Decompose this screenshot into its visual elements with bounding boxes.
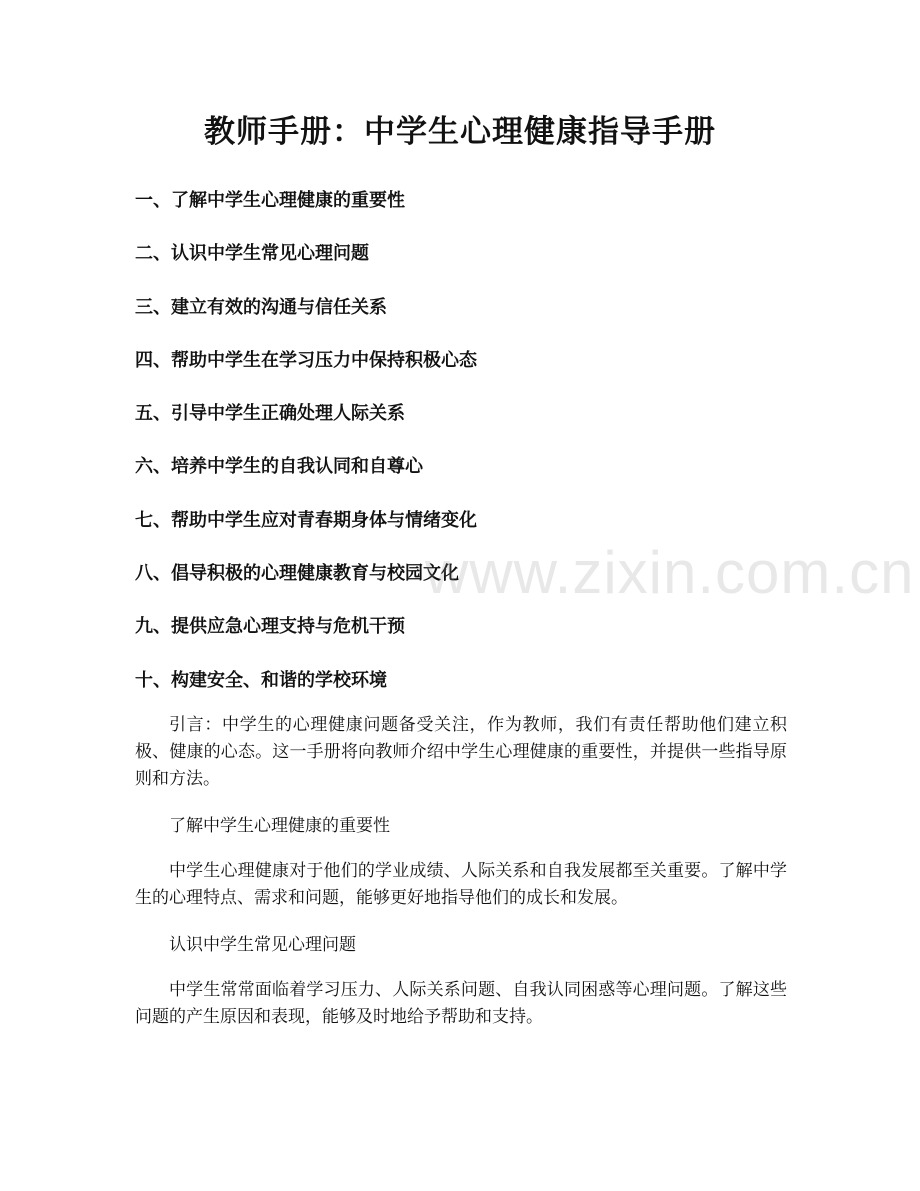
toc-item-3: 三、建立有效的沟通与信任关系	[135, 296, 387, 318]
table-of-contents	[135, 184, 795, 717]
toc-item-7: 七、帮助中学生应对青春期身体与情绪变化	[135, 509, 477, 531]
document-body	[135, 712, 787, 1051]
toc-item-5: 五、引导中学生正确处理人际关系	[135, 403, 405, 425]
intro-paragraph: 引言：中学生的心理健康问题备受关注，作为教师，我们有责任帮助他们建立积极、健康的心态。这一手册将向教师介绍中学生心理健康的重要性，并提供一些指导原则和方法。	[135, 715, 787, 789]
section-heading-importance: 了解中学生心理健康的重要性	[169, 816, 390, 836]
toc-item-1: 一、了解中学生心理健康的重要性	[135, 190, 405, 211]
watermark-text: www.zixin.com.cn	[425, 539, 915, 606]
section-heading-common-problems: 认识中学生常见心理问题	[169, 935, 356, 955]
common-problems-paragraph: 中学生常常面临着学习压力、人际关系问题、自我认同困惑等心理问题。了解这些问题的产生原因和表现，能够及时地给予帮助和支持。	[135, 980, 787, 1027]
document-title: 教师手册：中学生心理健康指导手册	[204, 114, 716, 150]
toc-item-6: 六、培养中学生的自我认同和自尊心	[135, 456, 423, 478]
toc-item-9: 九、提供应急心理支持与危机干预	[135, 616, 405, 638]
toc-item-8: 八、倡导积极的心理健康教育与校园文化	[135, 563, 459, 585]
toc-item-2: 二、认识中学生常见心理问题	[135, 243, 369, 265]
importance-paragraph: 中学生心理健康对于他们的学业成绩、人际关系和自我发展都至关重要。了解中学生的心理特点、需求和问题，能够更好地指导他们的成长和发展。	[135, 861, 787, 908]
toc-item-10: 十、构建安全、和谐的学校环境	[135, 669, 387, 691]
toc-item-4: 四、帮助中学生在学习压力中保持积极心态	[135, 349, 477, 371]
